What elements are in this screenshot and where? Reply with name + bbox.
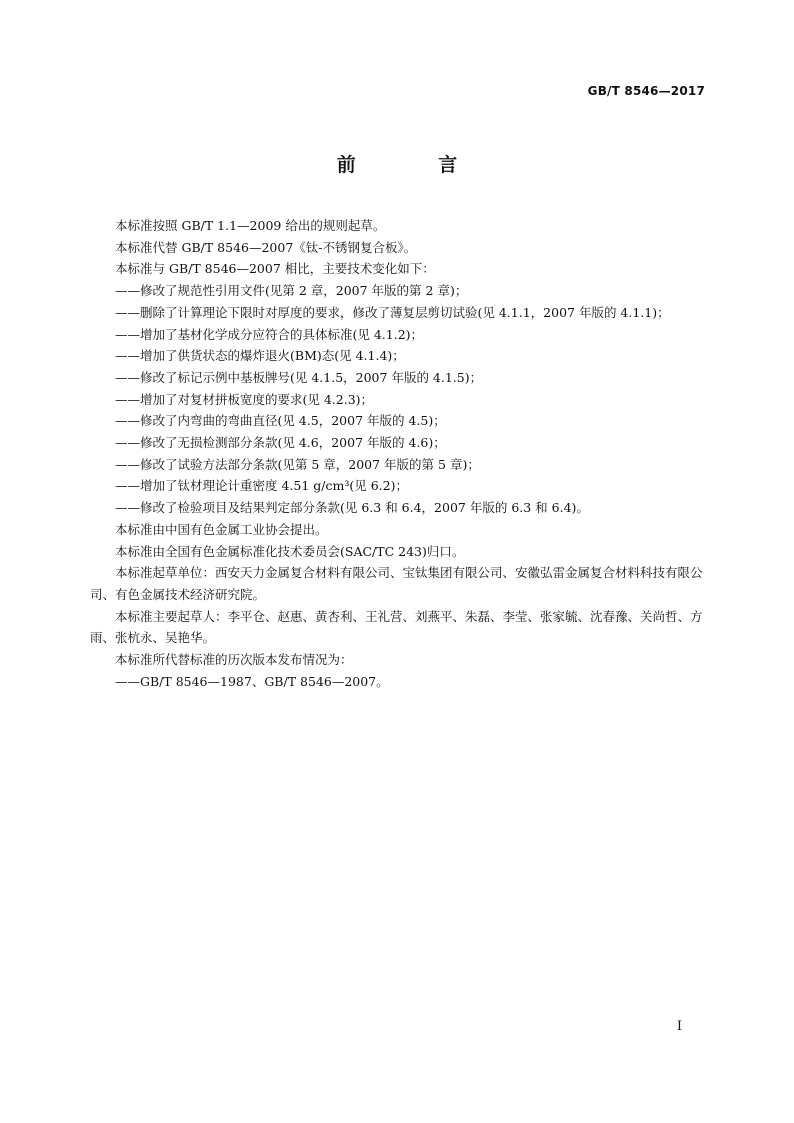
change-item: ——增加了基材化学成分应符合的具体标准(见 4.1.2)； (115, 326, 424, 342)
change-item: ——增加了钛材理论计重密度 4.51 g/cm³(见 6.2)； (115, 478, 408, 494)
paragraph-managed-by: 本标准由全国有色金属标准化技术委员会(SAC/TC 243)归口。 (115, 543, 465, 559)
paragraph-drafters: 本标准主要起草人：李平仓、赵惠、黄杏利、王礼营、刘燕平、朱磊、李莹、张家毓、沈春豫、关尚哲、方雨、张杭永、吴艳华。 (90, 608, 703, 646)
standard-code: GB/T 8546—2017 (587, 84, 705, 98)
paragraph-changes-intro: 本标准与 GB/T 8546—2007 相比，主要技术变化如下： (115, 261, 435, 277)
paragraph-drafting-units: 本标准起草单位：西安天力金属复合材料有限公司、宝钛集团有限公司、安徽弘雷金属复合材料科技有限公司、有色金属技术经济研究院。 (90, 565, 703, 602)
change-item: ——修改了无损检测部分条款(见 4.6，2007 年版的 4.6)； (115, 435, 446, 451)
paragraph-drafting-rules: 本标准按照 GB/T 1.1—2009 给出的规则起草。 (115, 218, 386, 233)
change-item: ——修改了规范性引用文件(见第 2 章，2007 年版的第 2 章)； (115, 283, 468, 299)
paragraph-replaces: 本标准代替 GB/T 8546—2007《钛-不锈钢复合板》。 (115, 239, 417, 255)
previous-editions-item: ——GB/T 8546—1987、GB/T 8546—2007。 (115, 673, 389, 689)
change-item: ——删除了计算理论下限时对厚度的要求，修改了薄复层剪切试验(见 4.1.1，2007 年版的 4.1.1)； (115, 304, 670, 320)
change-item: ——修改了标记示例中基板牌号(见 4.1.5，2007 年版的 4.1.5)； (115, 369, 483, 385)
change-item: ——增加了对复材拼板宽度的要求(见 4.2.3)； (115, 391, 374, 407)
paragraph-previous-editions-intro: 本标准所代替标准的历次版本发布情况为： (115, 652, 353, 668)
change-item: ——增加了供货状态的爆炸退火(BM)态(见 4.1.4)； (115, 348, 405, 364)
change-item: ——修改了内弯曲的弯曲直径(见 4.5，2007 年版的 4.5)； (115, 413, 446, 429)
foreword-body (90, 215, 705, 692)
change-item: ——修改了检验项目及结果判定部分条款(见 6.3 和 6.4，2007 年版的 6.3 和 6.4)。 (115, 500, 589, 516)
page-number: I (676, 1019, 682, 1034)
page-title: 前 言 (336, 154, 496, 176)
paragraph-proposed-by: 本标准由中国有色金属工业协会提出。 (115, 521, 328, 537)
change-item: ——修改了试验方法部分条款(见第 5 章，2007 年版的第 5 章)； (115, 456, 480, 472)
